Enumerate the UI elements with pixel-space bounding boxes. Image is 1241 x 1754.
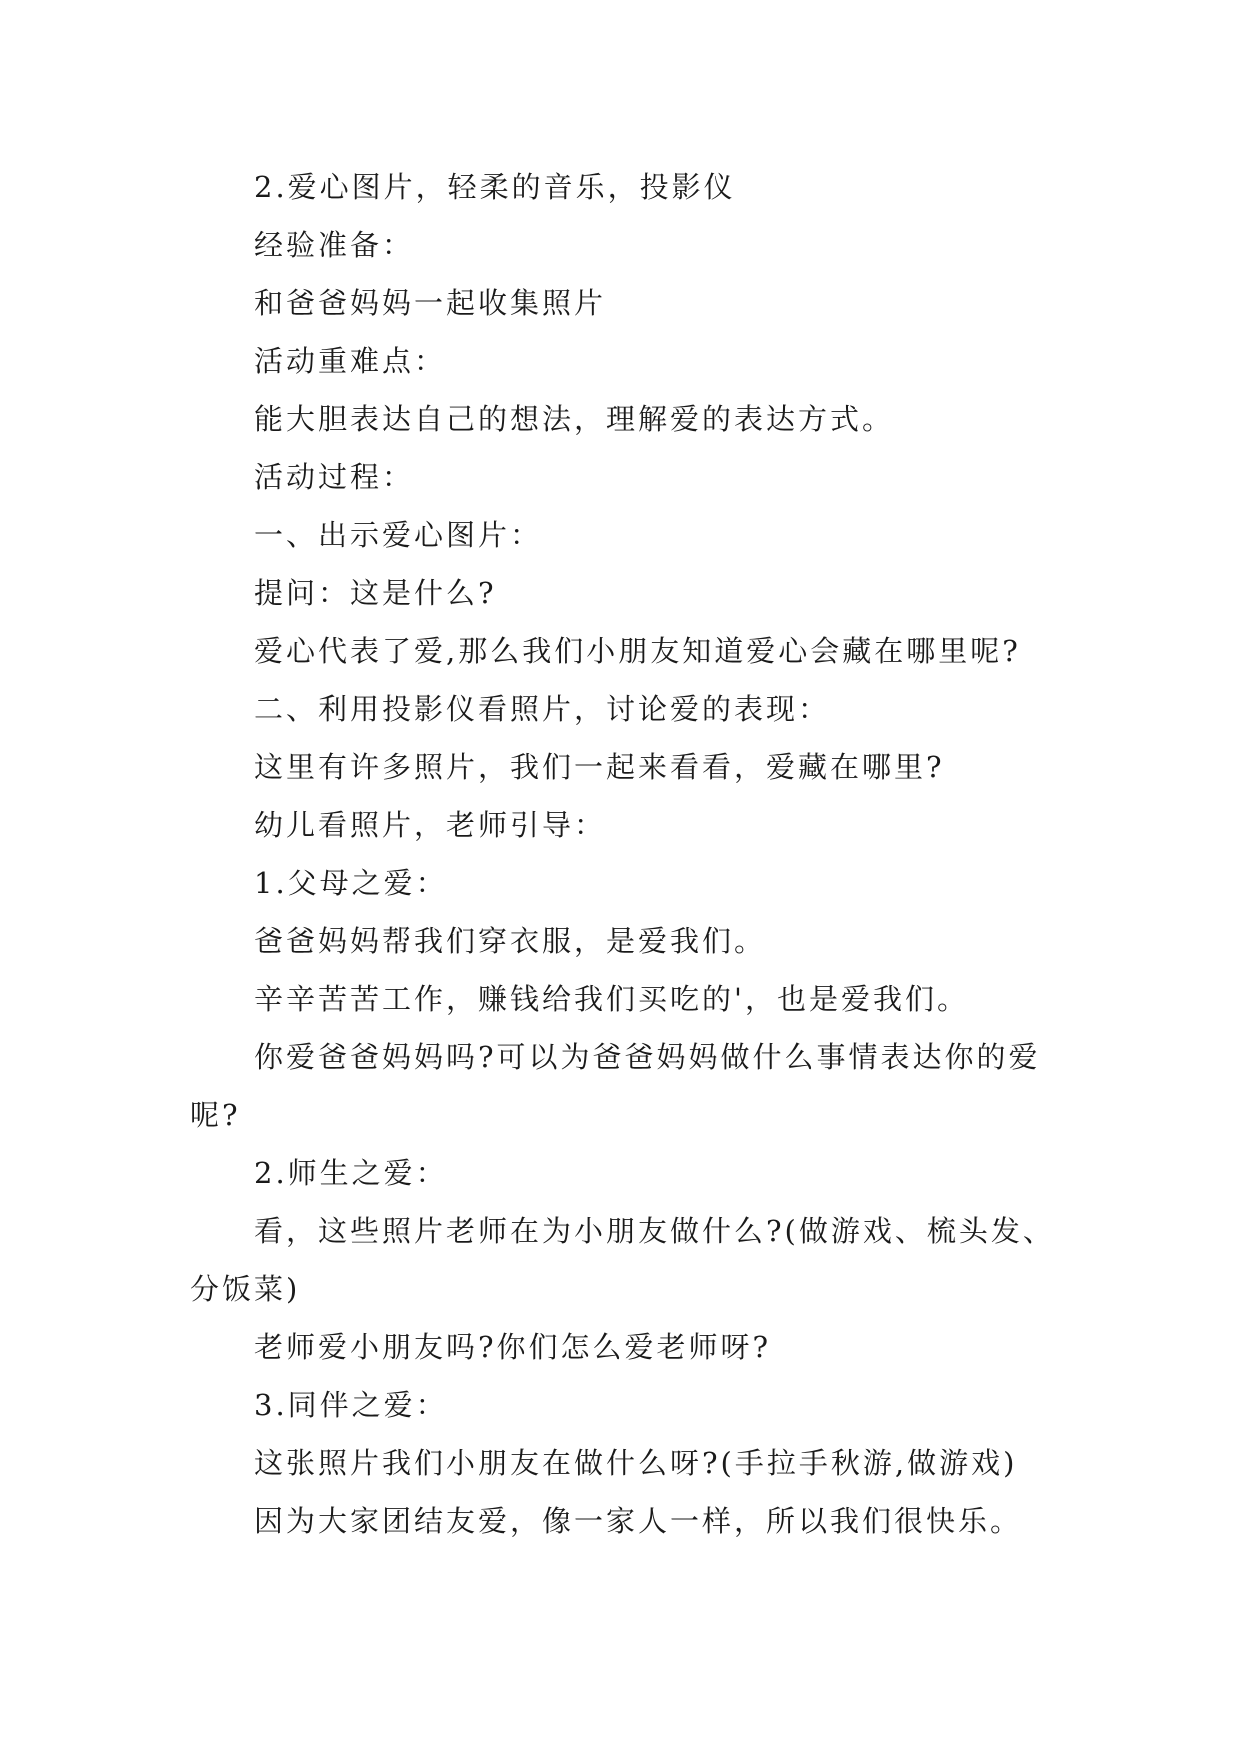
paragraph: 一、出示爱心图片： <box>254 518 543 552</box>
paragraph: 活动过程： <box>254 460 415 494</box>
paragraph: 爸爸妈妈帮我们穿衣服，是爱我们。 <box>254 924 767 958</box>
paragraph: 能大胆表达自己的想法，理解爱的表达方式。 <box>254 402 895 436</box>
paragraph: 经验准备： <box>254 228 415 262</box>
paragraph: 这张照片我们小朋友在做什么呀?(手拉手秋游,做游戏) <box>254 1446 1018 1480</box>
paragraph: 活动重难点： <box>254 344 447 378</box>
paragraph: 你爱爸爸妈妈吗?可以为爸爸妈妈做什么事情表达你的爱呢? <box>190 1040 1041 1132</box>
paragraph: 3.同伴之爱： <box>254 1388 448 1422</box>
paragraph: 提问：这是什么? <box>254 576 497 610</box>
paragraph: 和爸爸妈妈一起收集照片 <box>254 286 607 320</box>
paragraph: 爱心代表了爱,那么我们小朋友知道爱心会藏在哪里呢? <box>254 634 1021 668</box>
paragraph: 幼儿看照片，老师引导： <box>254 808 607 842</box>
paragraph: 二、利用投影仪看照片，讨论爱的表现： <box>254 692 831 726</box>
document-body <box>190 158 1070 1550</box>
paragraph: 因为大家团结友爱，像一家人一样，所以我们很快乐。 <box>254 1504 1023 1538</box>
paragraph: 2.师生之爱： <box>254 1156 448 1190</box>
paragraph: 1.父母之爱： <box>254 866 448 900</box>
paragraph: 看，这些照片老师在为小朋友做什么?(做游戏、梳头发、分饭菜) <box>190 1214 1055 1306</box>
paragraph: 2.爱心图片，轻柔的音乐，投影仪 <box>254 170 736 204</box>
paragraph: 辛辛苦苦工作，赚钱给我们买吃的'，也是爱我们。 <box>254 982 969 1016</box>
paragraph: 老师爱小朋友吗?你们怎么爱老师呀? <box>254 1330 772 1364</box>
paragraph: 这里有许多照片，我们一起来看看，爱藏在哪里? <box>254 750 945 784</box>
